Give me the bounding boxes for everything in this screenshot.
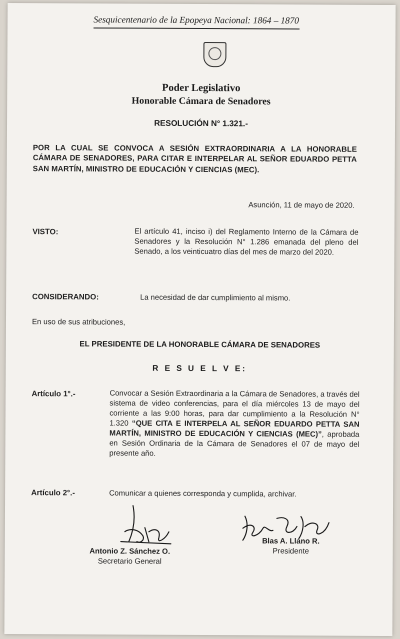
signature-left-icon (115, 502, 175, 550)
visto-label: VISTO: (32, 227, 59, 237)
article-1-text-start: Convocar a Sesión Extraordinaria a la Cámara de Senadores, a través del sistema de video conferencias, para el día miércoles 13 de mayo del corriente a las 9:00 horas, para dar cumplimiento a la Resolución N° 1.320 (109, 388, 360, 428)
article-1-text (109, 389, 359, 460)
article-1-label: Artículo 1°.- (31, 389, 76, 399)
resolution-number: RESOLUCIÓN N° 1.321.- (154, 118, 248, 129)
signatory-right-role: Presidente (272, 546, 309, 556)
chamber-name: Honorable Cámara de Senadores (131, 95, 271, 108)
resuelve-heading: R E S U E L V E: (152, 363, 248, 374)
signatory-left-name: Antonio Z. Sánchez O. (89, 546, 171, 556)
signatory-right-name: Blas A. Llano R. (262, 536, 320, 546)
president-heading: EL PRESIDENTE DE LA HONORABLE CÁMARA DE SENADORES (79, 339, 321, 350)
resolution-summary: POR LA CUAL SE CONVOCA A SESIÓN EXTRAORDINARIA A LA HONORABLE CÁMARA DE SENADORES, PARA CITAR E INTERPELAR AL SEÑOR EDUARDO PETTA SAN MARTÍN, MINISTRO DE EDUCACIÓN Y CIENCIAS (MEC). (32, 143, 357, 174)
signatory-left-role: Secretario General (97, 556, 162, 566)
commemorative-line: Sesquicentenario de la Epopeya Nacional: 1864 – 1870 (93, 14, 299, 26)
coat-of-arms-icon (203, 42, 226, 67)
place-date: Asunción, 11 de mayo de 2020. (248, 200, 355, 210)
considerando-text: La necesidad de dar cumplimiento al mismo. (140, 292, 291, 303)
document-page (4, 3, 395, 636)
institution-header (7, 81, 395, 109)
header-rule (94, 27, 300, 29)
article-1-text-end: , aprobada en Sesión Ordinaria de la Cámara de Senadores el 07 de mayo del presente año. (109, 429, 360, 458)
article-2-text: Comunicar a quienes corresponda y cumplida, archivar. (109, 488, 297, 499)
article-1-text-bold: “QUE CITA E INTERPELA AL SEÑOR EDUARDO PETTA SAN MARTÍN, MINISTRO DE EDUCACIÓN Y CIENCIAS (MEC)” (109, 418, 360, 439)
attributions-text: En uso de sus atribuciones, (31, 317, 126, 327)
article-2-label: Artículo 2°.- (31, 488, 75, 498)
institution-name: Poder Legislativo (162, 82, 241, 95)
visto-text: El artículo 41, inciso i) del Reglamento Interno de la Cámara de Senadores y la Resolución N° 1.286 emanada del pleno del Senado, a los veinticuatro días del mes de marzo del 2020. (134, 226, 359, 257)
considerando-label: CONSIDERANDO: (32, 292, 99, 302)
